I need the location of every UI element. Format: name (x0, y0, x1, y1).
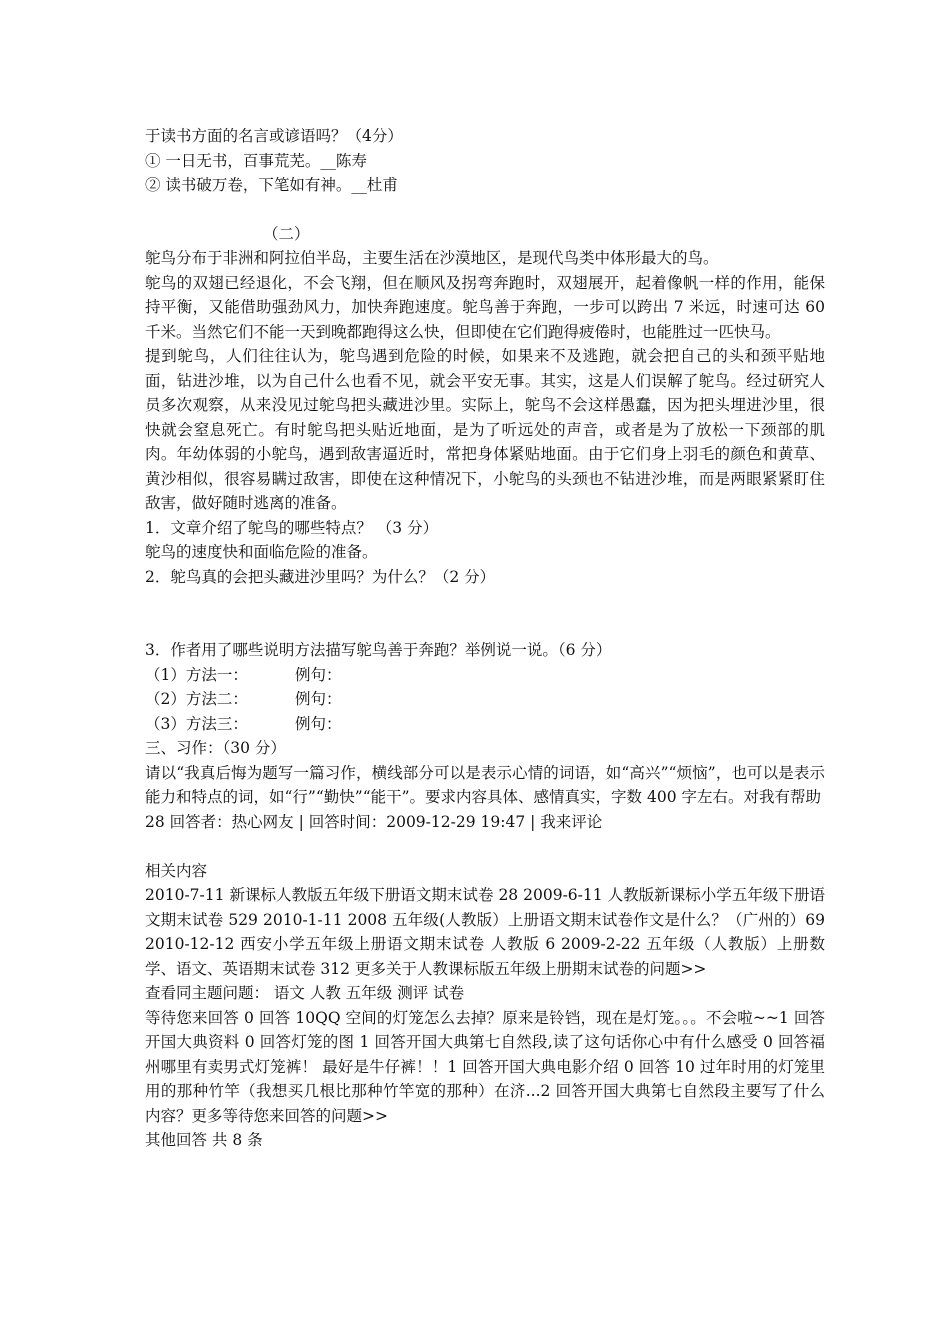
section-2-title: （二） (263, 224, 310, 243)
quote-2: ② 读书破万卷，下笔如有神。__杜甫 (145, 176, 398, 194)
method-label: （1）方法一： (145, 665, 248, 684)
quote-1: ① 一日无书，百事荒芜。__陈寿 (145, 151, 367, 170)
method-label: （2）方法二： (145, 690, 248, 708)
related-heading: 相关内容 (145, 861, 208, 880)
question-3: 3．作者用了哪些说明方法描写鸵鸟善于奔跑？举例说一说。（6 分） (145, 641, 612, 659)
method-example: 例句： (295, 714, 342, 733)
document-page (145, 124, 825, 1153)
question-2: 2．鸵鸟真的会把头藏进沙里吗？为什么？（2 分） (145, 567, 496, 586)
method-example: 例句： (295, 665, 342, 684)
method-label: （3）方法三： (145, 714, 248, 733)
other-answers-count: 其他回答 共 8 条 (145, 1131, 263, 1149)
method-example: 例句： (295, 690, 342, 708)
section-3-title: 三、习作：（30 分） (145, 739, 286, 757)
question-continuation: 于读书方面的名言或谚语吗？（4分） (145, 127, 403, 145)
answer-meta: 28 回答者：热心网友 | 回答时间：2009-12-29 19:47 | 我来评论 (145, 812, 603, 831)
related-list: 2010-7-11 新课标人教版五年级下册语文期末试卷 28 2009-6-11 人教版新课标小学五年级下册语文期末试卷 529 2010-1-11 2008 五年级(人教版）上册语文期末试卷作文是什么？（广州的）69 2010-12-12 西安小学五年级上册语文期末试卷 人教版 6 2009-2-22 五年级（人教版）上册数学、语文、英语期末试卷 312 更多关于人教课标版五年级上册期末试卷的问题>> (145, 886, 825, 978)
waiting-questions: 等待您来回答 0 回答 10QQ 空间的灯笼怎么去掉？原来是铃铛，现在是灯笼。。。不会啦~~1 回答开国大典资料 0 回答灯笼的图 1 回答开国大典第七自然段,读了这句话你心中有什么感受 0 回答福州哪里有卖男式灯笼裤！ 最好是牛仔裤！！1 回答开国大典电影介绍 0 回答 10 过年时用的灯笼里用的那种竹竿（我想买几根比那种竹竿宽的那种）在济...2 回答开国大典第七自然段主要写了什么内容？更多等待您来回答的问题>> (145, 1008, 825, 1125)
method-row (145, 712, 825, 737)
method-row (145, 687, 825, 712)
method-row (145, 663, 825, 688)
essay-prompt: 请以“我真后悔为题写一篇习作，横线部分可以是表示心情的词语，如“高兴”“烦恼”，也可以是表示能力和特点的词，如“行”“勤快”“能干”。要求内容具体、感情真实，字数 400 字左右。对我有帮助 (145, 763, 825, 806)
answer-1: 鸵鸟的速度快和面临危险的准备。 (145, 543, 378, 561)
ostrich-para-3: 提到鸵鸟，人们往往认为，鸵鸟遇到危险的时候，如果来不及逃跑，就会把自己的头和颈平贴地面，钻进沙堆，以为自己什么也看不见，就会平安无事。其实，这是人们误解了鸵鸟。经过研究人员多次观察，从来没见过鸵鸟把头藏进沙里。实际上，鸵鸟不会这样愚蠢，因为把头埋进沙里，很快就会窒息死亡。有时鸵鸟把头贴近地面，是为了听远处的声音，或者是为了放松一下颈部的肌肉。年幼体弱的小鸵鸟，遇到敌害逼近时，常把身体紧贴地面。由于它们身上羽毛的颜色和黄草、黄沙相似，很容易瞒过敌害，即使在这种情况下，小鸵鸟的头颈也不钻进沙堆，而是两眼紧紧盯住敌害，做好随时逃离的准备。 (145, 347, 825, 512)
topic-tags: 查看同主题问题： 语文 人教 五年级 测评 试卷 (145, 984, 465, 1002)
ostrich-para-2: 鸵鸟的双翅已经退化，不会飞翔，但在顺风及拐弯奔跑时，双翅展开，起着像帆一样的作用，能保持平衡，又能借助强劲风力，加快奔跑速度。鸵鸟善于奔跑，一步可以跨出 7 米远，时速可达 60 千米。当然它们不能一天到晚都跑得这么快，但即使在它们跑得疲倦时，也能胜过一匹快马。 (145, 273, 825, 341)
ostrich-para-1: 鸵鸟分布于非洲和阿拉伯半岛，主要生活在沙漠地区，是现代鸟类中体形最大的鸟。 (145, 249, 719, 267)
question-1: 1．文章介绍了鸵鸟的哪些特点？ （3 分） (145, 518, 439, 537)
